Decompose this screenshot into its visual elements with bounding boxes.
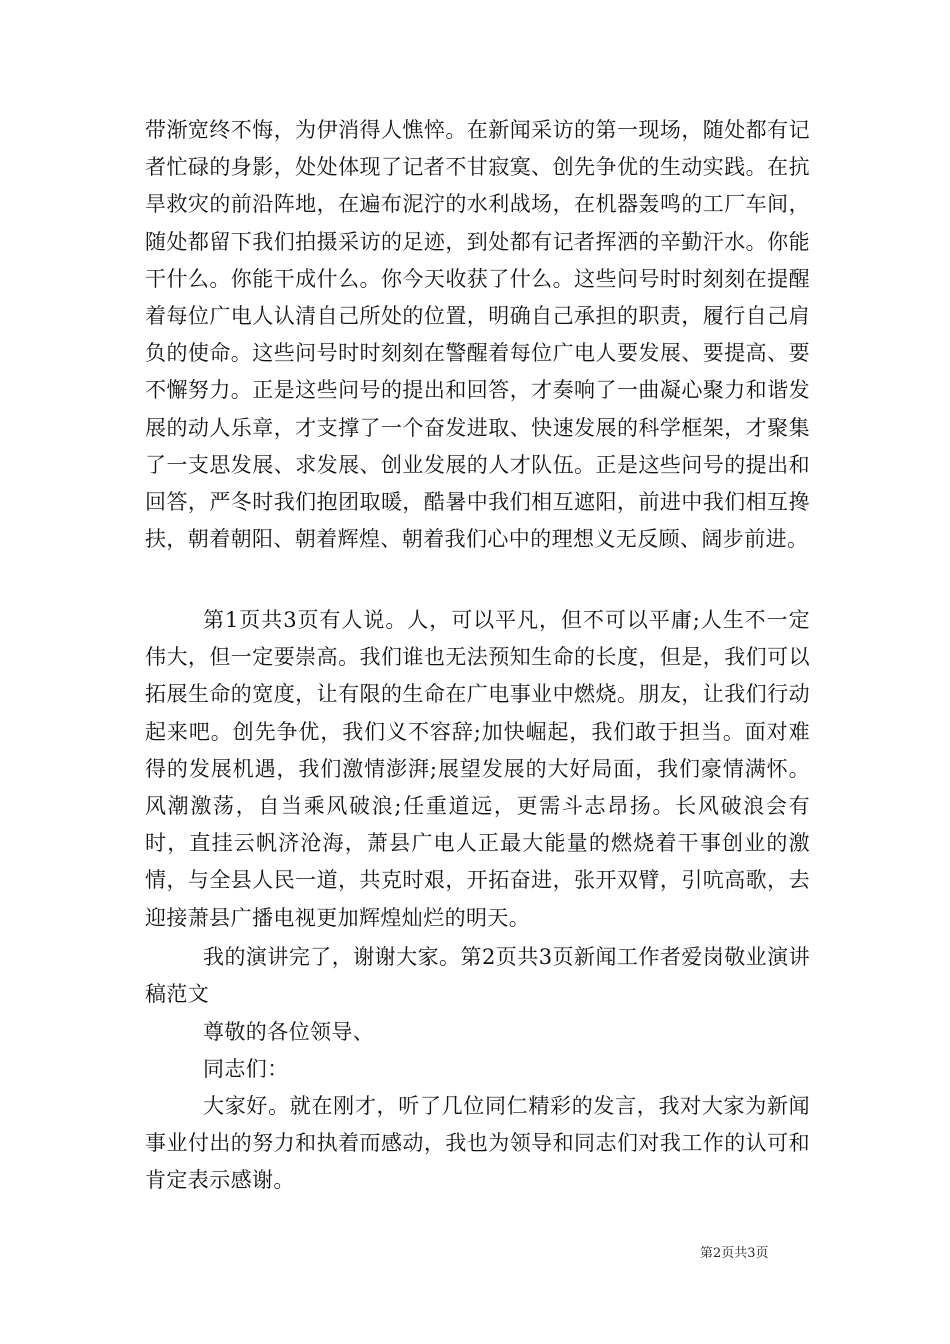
document-page [145, 0, 810, 1344]
paragraph-5: 同志们： [203, 1057, 289, 1081]
paragraph-6: 大家好。就在刚才，听了几位同仁精彩的发言，我对大家为新闻事业付出的努力和执着而感动，我也为领导和同志们对我工作的认可和肯定表示感谢。 [145, 1094, 810, 1193]
paragraph-2: 第1页共3页有人说。人，可以平凡，但不可以平庸;人生不一定伟大，但一定要崇高。我们谁也无法预知生命的长度，但是，我们可以拓展生命的宽度，让有限的生命在广电事业中燃烧。朋友，让我们行动起来吧。创先争优，我们义不容辞;加快崛起，我们敢于担当。面对难得的发展机遇，我们激情澎湃;展望发展的大好局面，我们豪情满怀。风潮激荡，自当乘风破浪;任重道远，更需斗志昂扬。长风破浪会有时，直挂云帆济沧海，萧县广电人正最大能量的燃烧着干事创业的激情，与全县人民一道，共克时艰，开拓奋进，张开双臂，引吭高歌，去迎接萧县广播电视更加辉煌灿烂的明天。 [145, 608, 810, 930]
paragraph-3: 我的演讲完了，谢谢大家。第2页共3页新闻工作者爱岗敬业演讲稿范文 [145, 945, 810, 1007]
paragraph-4: 尊敬的各位领导、 [203, 1020, 375, 1044]
paragraph-1: 带渐宽终不悔，为伊消得人憔悴。在新闻采访的第一现场，随处都有记者忙碌的身影，处处体现了记者不甘寂寞、创先争优的生动实践。在抗旱救灾的前沿阵地，在遍布泥泞的水利战场，在机器轰鸣的工厂车间，随处都留下我们拍摄采访的足迹，到处都有记者挥洒的辛勤汗水。你能干什么。你能干成什么。你今天收获了什么。这些问号时时刻刻在提醒着每位广电人认清自己所处的位置，明确自己承担的职责，履行自己肩负的使命。这些问号时时刻刻在警醒着每位广电人要发展、要提高、要不懈努力。正是这些问号的提出和回答，才奏响了一曲凝心聚力和谐发展的动人乐章，才支撑了一个奋发进取、快速发展的科学框架，才聚集了一支思发展、求发展、创业发展的人才队伍。正是这些问号的提出和回答，严冬时我们抱团取暖，酷暑中我们相互遮阳，前进中我们相互搀扶，朝着朝阳、朝着辉煌、朝着我们心中的理想义无反顾、阔步前进。 [145, 118, 810, 552]
page-footer: 第2页共3页 [700, 1246, 769, 1261]
